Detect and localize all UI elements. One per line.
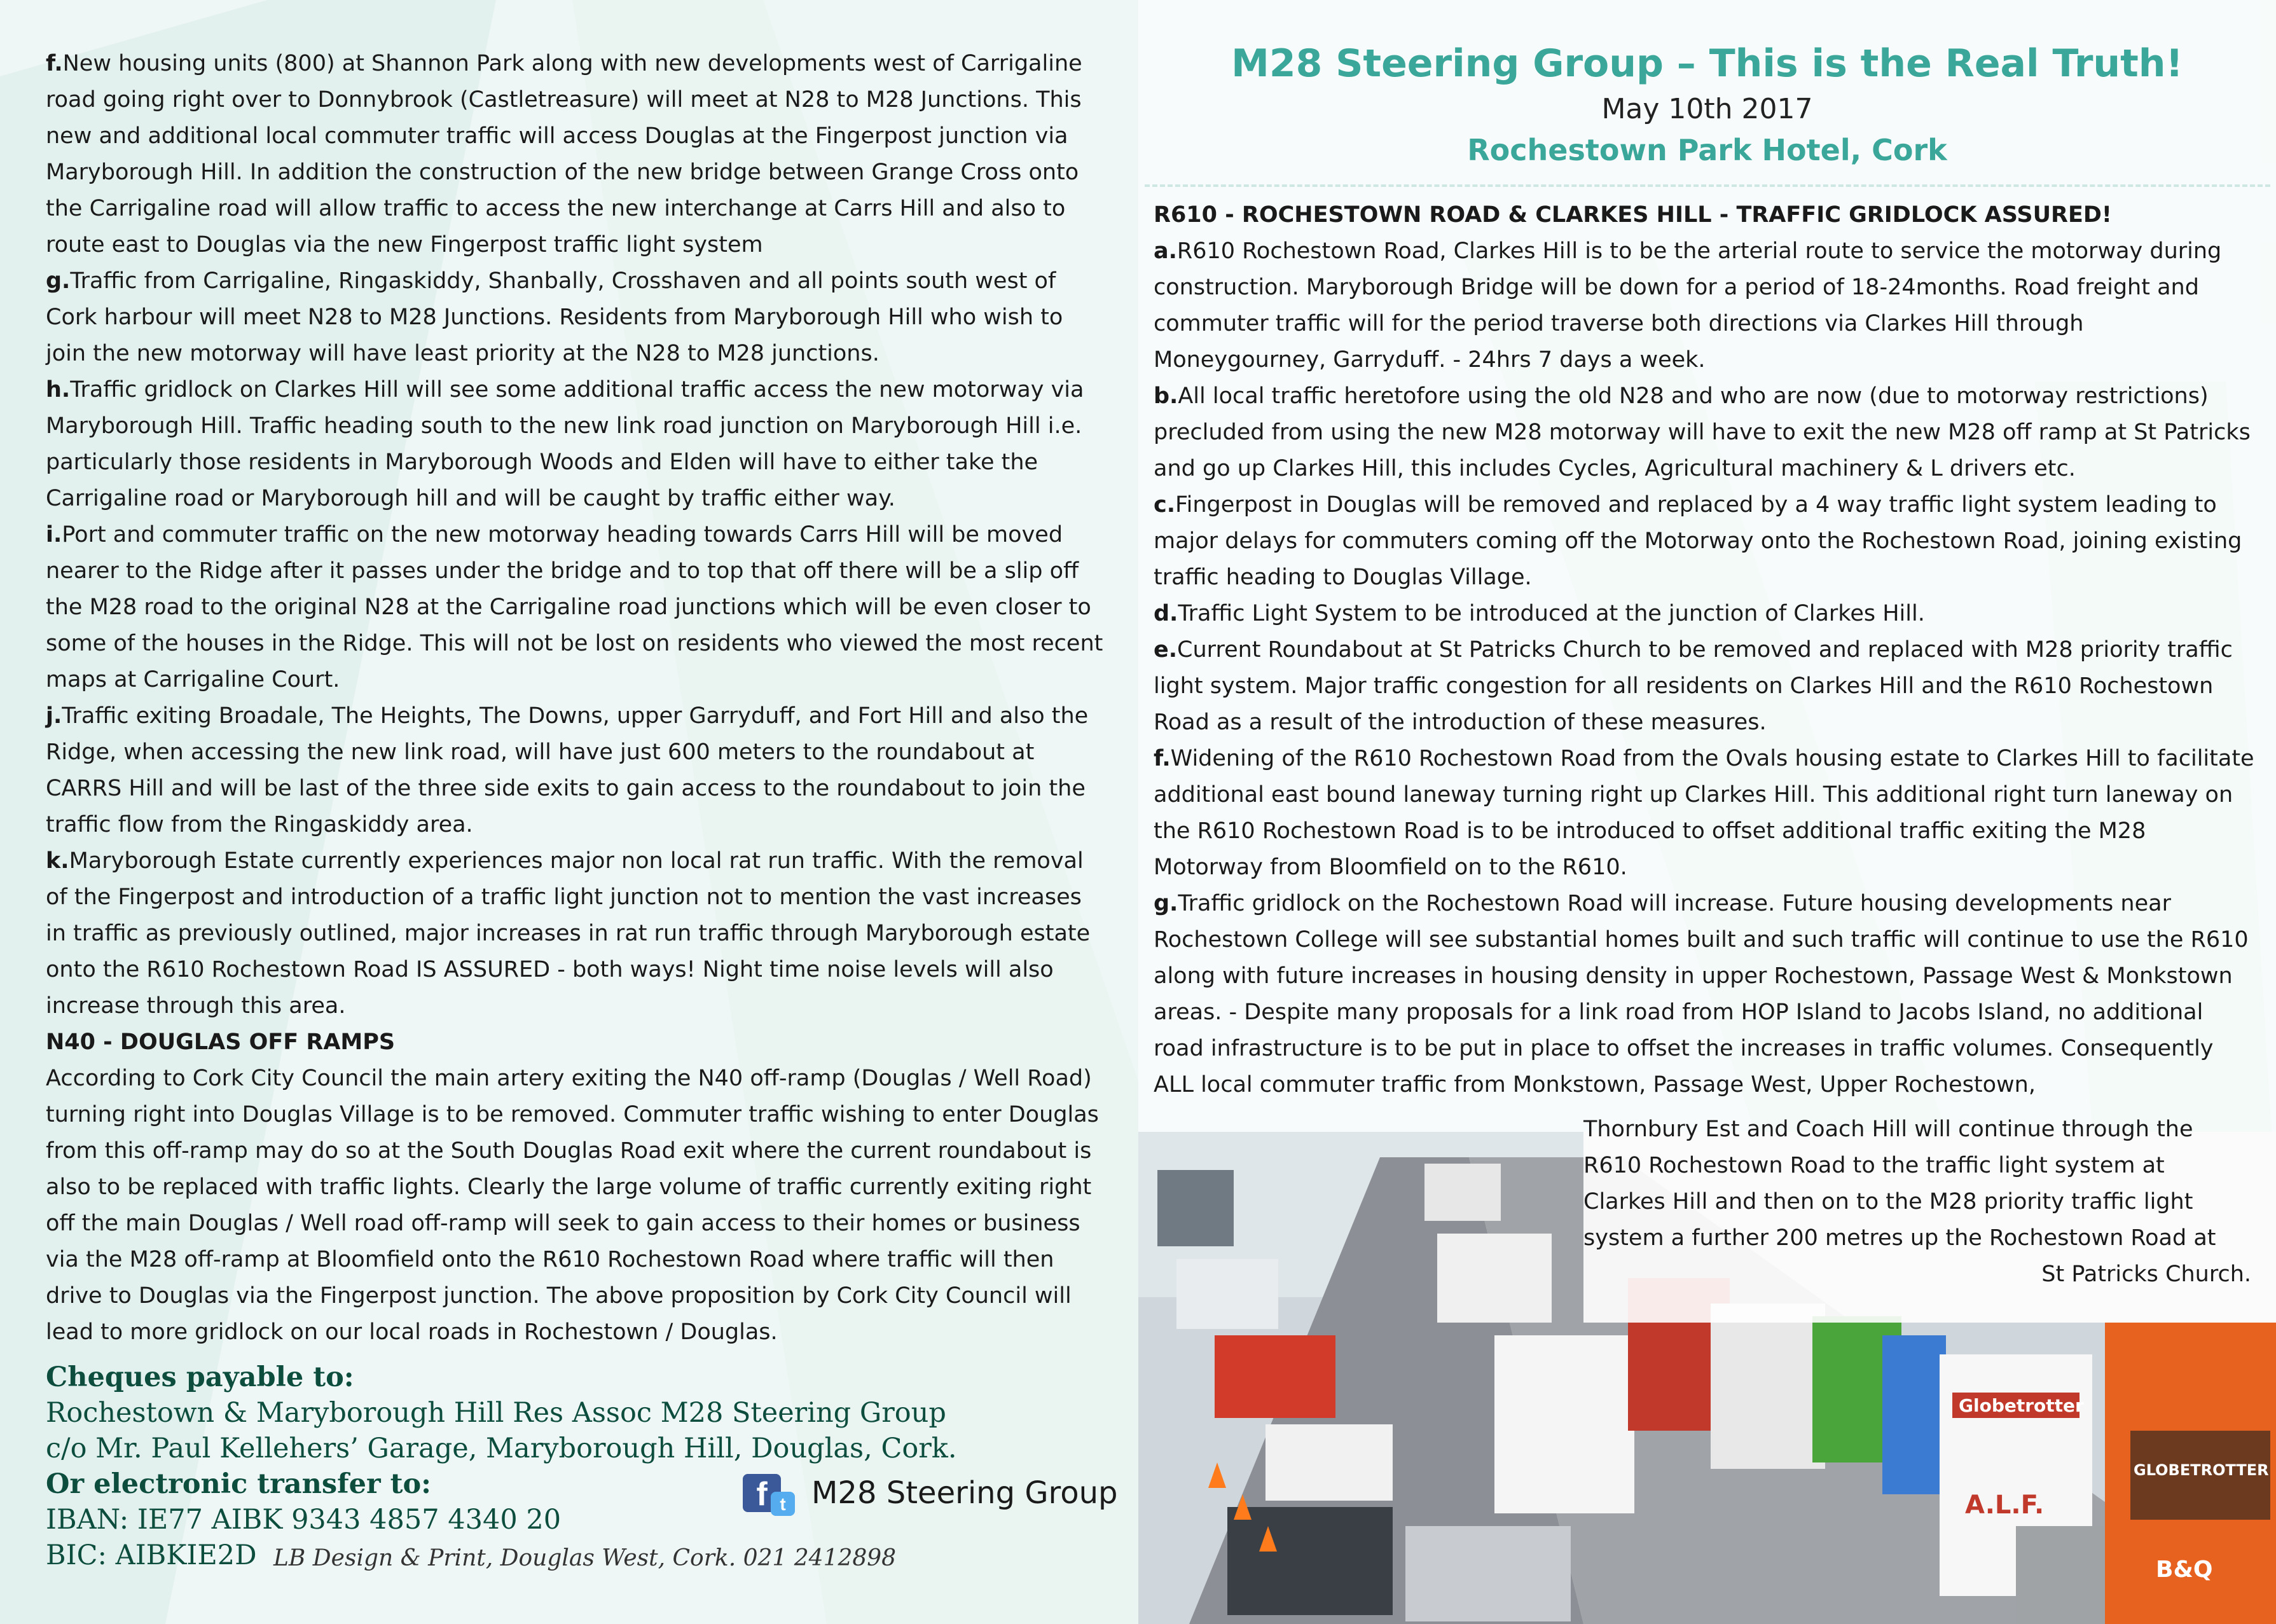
header	[1138, 38, 2276, 170]
r610-para-b: b.All local traffic heretofore using the old N28 and who are now (due to motorway restrictions) precluded from using the new M28 motorway will have to exit the new M28 off ramp at St Patricks and go up Clarkes Hill, this includes Cycles, Agricultural machinery & L drivers etc.	[1154, 383, 2251, 481]
right-panel	[1138, 0, 2276, 1624]
meeting-venue: Rochestown Park Hotel, Cork	[1467, 133, 1947, 167]
truck-label-globetrotter: Globetrotter	[1959, 1395, 2084, 1416]
r610-section	[1154, 197, 2260, 1103]
bic: BIC: AIBKIE2D	[46, 1539, 257, 1571]
r610-para-c: c.Fingerpost in Douglas will be removed and replaced by a 4 way traffic light system leading to major delays for commuters coming off the Motorway onto the Rochestown Road, joining existing traffic heading to Douglas Village.	[1154, 492, 2242, 590]
payment-info	[46, 1359, 1107, 1573]
transfer-heading: Or electronic transfer to:	[46, 1468, 432, 1500]
iban: IBAN: IE77 AIBK 9343 4857 4340 20	[46, 1504, 562, 1536]
n40-heading: N40 - DOUGLAS OFF RAMPS	[46, 1029, 396, 1055]
para-i: i.Port and commuter traffic on the new motorway heading towards Carrs Hill will be moved nearer to the Ridge after it passes under the bridge and to top that off there will be a slip off the M28 road to the original N28 at the Carrigaline road junctions which will be even closer to some of the houses in the Ridge. This will not be lost on residents who viewed the most recent maps at Carrigaline Court.	[46, 522, 1103, 692]
cheques-heading: Cheques payable to:	[46, 1361, 354, 1393]
r610-para-g: g.Traffic gridlock on the Rochestown Road will increase. Future housing developments near Rochestown College will see substantial homes built and such traffic will continue to use the R610 along with future increases in housing density in upper Rochestown, Passage West & Monkstown areas. - Despite many proposals for a link road from HOP Island to Jacobs Island, no additional road infrastructure is to be put in place to offset the increases in traffic volumes. Consequently ALL local commuter traffic from Monkstown, Passage West, Upper Rochestown,	[1154, 891, 2249, 1098]
tail-text: Thornbury Est and Coach Hill will continue through the R610 Rochestown Road to the traffic light system at Clarkes Hill and then on to the M28 priority traffic light system a further 200 metres up the Rochestown Road at	[1583, 1117, 2216, 1251]
para-f: f.New housing units (800) at Shannon Park along with new developments west of Carrigaline road going right over to Donnybrook (Castletreasure) will meet at N28 to M28 Junctions. This new and additional local commuter traffic will access Douglas at the Fingerpost junction via Maryborough Hill. In addition the construction of the new bridge between Grange Cross onto the Carrigaline road will allow traffic to access the new interchange at Carrs Hill and also to route east to Douglas via the new Fingerpost traffic light system	[46, 51, 1082, 258]
cheques-address: c/o Mr. Paul Kellehers’ Garage, Maryborough Hill, Douglas, Cork.	[46, 1433, 957, 1464]
para-k: k.Maryborough Estate currently experiences major non local rat run traffic. With the removal of the Fingerpost and introduction of a traffic light junction not to mention the vast increases in traffic as previously outlined, major increases in rat run traffic through Maryborough estate onto the R610 Rochestown Road IS ASSURED - both ways! Night time noise levels will also increase through this area.	[46, 848, 1091, 1019]
r610-para-a: a.R610 Rochestown Road, Clarkes Hill is to be the arterial route to service the motorway during construction. Maryborough Bridge will be down for a period of 18-24months. Road freight and commuter traffic will for the period traverse both directions via Clarkes Hill through Moneygourney, Garryduff. - 24hrs 7 days a week.	[1154, 238, 2222, 373]
truck-label-alf: A.L.F.	[1965, 1490, 2045, 1520]
para-j: j.Traffic exiting Broadale, The Heights, The Downs, upper Garryduff, and Fort Hill and also the Ridge, when accessing the new link road, will have just 600 meters to the roundabout at CARRS Hill and will be last of the three side exits to gain access to the roundabout to join the traffic flow from the Ringaskiddy area.	[46, 703, 1089, 837]
n40-text: According to Cork City Council the main artery exiting the N40 off-ramp (Douglas / Well Road) turning right into Douglas Village is to be removed. Commuter traffic wishing to enter Douglas from this off-ramp may do so at the South Douglas Road exit where the current roundabout is also to be replaced with traffic lights. Clearly the large volume of traffic currently exiting right off the main Douglas / Well road off-ramp will seek to gain access to their homes or business via the M28 off-ramp at Bloomfield onto the R610 Rochestown Road where traffic will then drive to Douglas via the Fingerpost junction. The above proposition by Cork City Council will lead to more gridlock on our local roads in Rochestown / Douglas.	[46, 1066, 1099, 1345]
meeting-date: May 10th 2017	[1601, 93, 1813, 125]
para-g: g.Traffic from Carrigaline, Ringaskiddy, Shanbally, Crosshaven and all points south west of Cork harbour will meet N28 to M28 Junctions. Residents from Maryborough Hill who wish to join the new motorway will have least priority at the N28 to M28 junctions.	[46, 268, 1063, 366]
r610-heading: R610 - ROCHESTOWN ROAD & CLARKES HILL - TRAFFIC GRIDLOCK ASSURED!	[1154, 202, 2112, 228]
r610-para-g-continued	[1583, 1111, 2251, 1293]
r610-para-e: e.Current Roundabout at St Patricks Church to be removed and replaced with M28 priority traffic light system. Major traffic congestion for all residents on Clarkes Hill and the R610 Rochestown Road as a result of the introduction of these measures.	[1154, 637, 2233, 735]
truck-label-bq: B&Q	[2156, 1557, 2213, 1583]
dashed-divider	[1145, 184, 2270, 187]
twitter-icon: t	[771, 1492, 795, 1516]
r610-para-f: f.Widening of the R610 Rochestown Road from the Ovals housing estate to Clarkes Hill to facilitate additional east bound laneway turning right up Clarkes Hill. This additional right turn laneway on the R610 Rochestown Road is to be introduced to offset additional traffic exiting the M28 Motorway from Bloomfield on to the R610.	[1154, 746, 2254, 880]
cheques-payee: Rochestown & Maryborough Hill Res Assoc M28 Steering Group	[46, 1397, 946, 1429]
page-title: M28 Steering Group – This is the Real Truth!	[1231, 41, 2183, 86]
r610-para-d: d.Traffic Light System to be introduced at the junction of Clarkes Hill.	[1154, 601, 1925, 626]
left-paragraphs	[46, 46, 1107, 1024]
tail-last-line: St Patricks Church.	[2041, 1262, 2251, 1287]
para-h: h.Traffic gridlock on Clarkes Hill will see some additional traffic access the new motorway via Maryborough Hill. Traffic heading south to the new link road junction on Maryborough Hill i.e. particularly those residents in Maryborough Woods and Elden will have to either take the Carrigaline road or Maryborough hill and will be caught by traffic either way.	[46, 377, 1084, 511]
social-label: M28 Steering Group	[811, 1475, 1118, 1511]
facebook-icon: f t	[743, 1474, 781, 1512]
printer-credit: LB Design & Print, Douglas West, Cork. 021 2412898	[273, 1545, 897, 1571]
truck-label-globetrotter-2: GLOBETROTTER	[2134, 1461, 2269, 1479]
